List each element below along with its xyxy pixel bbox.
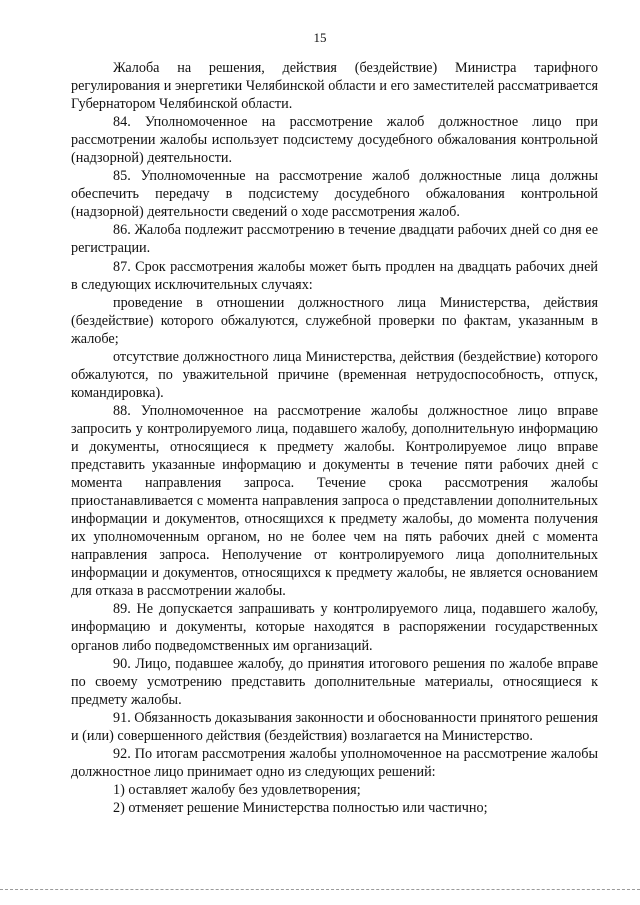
paragraph-87: 87. Срок рассмотрения жалобы может быть продлен на двадцать рабочих дней в следующих исключительных случаях: — [71, 258, 598, 293]
paragraph-85: 85. Уполномоченные на рассмотрение жалоб должностные лица должны обеспечить передачу в подсистему досудебного обжалования контрольной (надзорной) деятельности сведений о ходе рассмотрения жалоб. — [71, 168, 598, 221]
document-body — [71, 59, 598, 817]
paragraph-92-item-2: 2) отменяет решение Министерства полностью или частично; — [113, 799, 488, 816]
paragraph-92-item-1: 1) оставляет жалобу без удовлетворения; — [113, 781, 361, 798]
paragraph-91: 91. Обязанность доказывания законности и обоснованности принятого решения и (или) совершенного действия (бездействия) возлагается на Министерство. — [71, 709, 598, 744]
paragraph-84: 84. Уполномоченное на рассмотрение жалоб должностное лицо при рассмотрении жалобы использует подсистему досудебного обжалования контрольной (надзорной) деятельности. — [71, 114, 598, 167]
paragraph-88: 88. Уполномоченное на рассмотрение жалобы должностное лицо вправе запросить у контролируемого лица, подавшего жалобу, дополнительную информацию и документы, относящиеся к предмету жалобы. Контролируемое лицо вправе представить указанные информацию и документы в течение пяти рабочих дней с момента направления запроса. Течение срока рассмотрения жалобы приостанавливается с момента направления запроса о представлении дополнительных информации и документов, относящихся к предмету жалобы, до момента получения их уполномоченным органом, но не более чем на пять рабочих дней с момента направления запроса. Неполучение от контролируемого лица дополнительных информации и документов, относящихся к предмету жалобы, не является основанием для отказа в рассмотрении жалобы. — [71, 402, 598, 600]
paragraph-complaint-minister: Жалоба на решения, действия (бездействие) Министра тарифного регулирования и энергетики Челябинской области и его заместителей рассматривается Губернатором Челябинской области. — [71, 60, 598, 113]
page-bottom-divider — [0, 889, 640, 890]
paragraph-86: 86. Жалоба подлежит рассмотрению в течение двадцати рабочих дней со дня ее регистрации. — [71, 222, 598, 257]
paragraph-90: 90. Лицо, подавшее жалобу, до принятия итогового решения по жалобе вправе по своему усмотрению представить дополнительные материалы, относящиеся к предмету жалобы. — [71, 655, 598, 708]
paragraph-87-case-absence: отсутствие должностного лица Министерства, действия (бездействие) которого обжалуются, по уважительной причине (временная нетрудоспособность, отпуск, командировка). — [71, 348, 598, 401]
paragraph-89: 89. Не допускается запрашивать у контролируемого лица, подавшего жалобу, информацию и документы, которые находятся в распоряжении государственных органов либо подведомственных им организаций. — [71, 601, 598, 654]
paragraph-87-case-inspection: проведение в отношении должностного лица Министерства, действия (бездействие) которого обжалуются, служебной проверки по фактам, указанным в жалобе; — [71, 294, 598, 347]
paragraph-92: 92. По итогам рассмотрения жалобы уполномоченное на рассмотрение жалобы должностное лицо принимает одно из следующих решений: — [71, 745, 598, 780]
page-number: 15 — [313, 30, 327, 45]
